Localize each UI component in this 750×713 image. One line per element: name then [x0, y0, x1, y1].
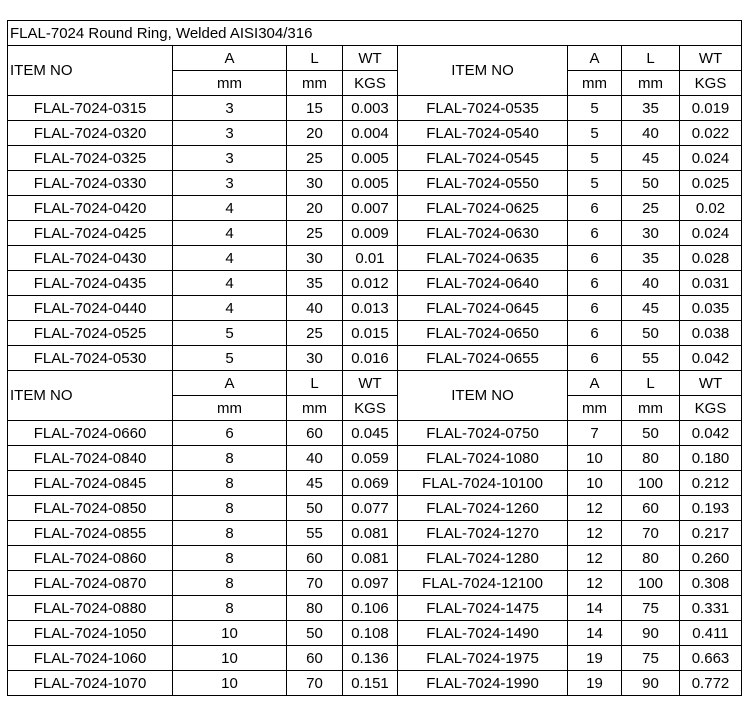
- table-row: [8, 246, 742, 271]
- l-unit: mm: [622, 396, 680, 421]
- cell-wt: 0.02: [680, 196, 742, 221]
- item-no-header: ITEM NO: [8, 371, 173, 421]
- cell-wt: 0.01: [343, 246, 398, 271]
- cell-l: 60: [622, 496, 680, 521]
- cell-wt: 0.059: [343, 446, 398, 471]
- cell-wt: 0.024: [680, 146, 742, 171]
- cell-wt: 0.151: [343, 671, 398, 696]
- cell-item: FLAL-7024-0435: [8, 271, 173, 296]
- cell-a: 10: [173, 671, 287, 696]
- cell-wt: 0.081: [343, 546, 398, 571]
- cell-wt: 0.005: [343, 171, 398, 196]
- cell-wt: 0.022: [680, 121, 742, 146]
- cell-a: 6: [568, 296, 622, 321]
- cell-l: 30: [287, 171, 343, 196]
- cell-wt: 0.005: [343, 146, 398, 171]
- cell-l: 45: [287, 471, 343, 496]
- cell-wt: 0.081: [343, 521, 398, 546]
- table-row: [8, 196, 742, 221]
- cell-item: FLAL-7024-12100: [398, 571, 568, 596]
- cell-l: 55: [622, 346, 680, 371]
- cell-item: FLAL-7024-0540: [398, 121, 568, 146]
- cell-a: 4: [173, 246, 287, 271]
- item-no-header: ITEM NO: [398, 371, 568, 421]
- cell-l: 30: [287, 346, 343, 371]
- table-row: [8, 346, 742, 371]
- cell-a: 8: [173, 471, 287, 496]
- cell-wt: 0.108: [343, 621, 398, 646]
- cell-wt: 0.260: [680, 546, 742, 571]
- cell-wt: 0.015: [343, 321, 398, 346]
- cell-l: 50: [287, 621, 343, 646]
- cell-a: 5: [568, 171, 622, 196]
- spec-table-body: [8, 21, 742, 696]
- cell-a: 19: [568, 671, 622, 696]
- cell-a: 8: [173, 521, 287, 546]
- cell-item: FLAL-7024-0530: [8, 346, 173, 371]
- cell-wt: 0.024: [680, 221, 742, 246]
- cell-a: 8: [173, 571, 287, 596]
- table-row: [8, 521, 742, 546]
- cell-l: 75: [622, 646, 680, 671]
- cell-a: 3: [173, 121, 287, 146]
- cell-item: FLAL-7024-1490: [398, 621, 568, 646]
- wt-header: WT: [343, 46, 398, 71]
- wt-unit: KGS: [680, 71, 742, 96]
- title-row: [8, 21, 742, 46]
- table-row: [8, 546, 742, 571]
- table-row: [8, 621, 742, 646]
- cell-a: 6: [173, 421, 287, 446]
- cell-item: FLAL-7024-0525: [8, 321, 173, 346]
- cell-l: 70: [287, 571, 343, 596]
- l-header: L: [287, 371, 343, 396]
- cell-l: 50: [622, 321, 680, 346]
- cell-wt: 0.045: [343, 421, 398, 446]
- a-unit: mm: [568, 396, 622, 421]
- cell-l: 70: [622, 521, 680, 546]
- table-row: [8, 146, 742, 171]
- cell-wt: 0.007: [343, 196, 398, 221]
- cell-item: FLAL-7024-0870: [8, 571, 173, 596]
- cell-wt: 0.003: [343, 96, 398, 121]
- cell-wt: 0.042: [680, 346, 742, 371]
- cell-item: FLAL-7024-0330: [8, 171, 173, 196]
- cell-a: 6: [568, 271, 622, 296]
- cell-item: FLAL-7024-0840: [8, 446, 173, 471]
- cell-l: 40: [287, 446, 343, 471]
- cell-wt: 0.077: [343, 496, 398, 521]
- cell-l: 75: [622, 596, 680, 621]
- cell-a: 8: [173, 596, 287, 621]
- cell-wt: 0.012: [343, 271, 398, 296]
- cell-a: 12: [568, 546, 622, 571]
- cell-item: FLAL-7024-0850: [8, 496, 173, 521]
- item-no-header: ITEM NO: [8, 46, 173, 96]
- cell-a: 8: [173, 446, 287, 471]
- cell-item: FLAL-7024-0430: [8, 246, 173, 271]
- cell-item: FLAL-7024-0750: [398, 421, 568, 446]
- table-row: [8, 271, 742, 296]
- cell-a: 8: [173, 496, 287, 521]
- a-unit: mm: [173, 71, 287, 96]
- cell-item: FLAL-7024-0550: [398, 171, 568, 196]
- wt-unit: KGS: [680, 396, 742, 421]
- cell-a: 10: [568, 446, 622, 471]
- table-row: [8, 171, 742, 196]
- cell-l: 50: [622, 171, 680, 196]
- a-header: A: [568, 371, 622, 396]
- cell-a: 6: [568, 221, 622, 246]
- cell-l: 45: [622, 296, 680, 321]
- cell-a: 6: [568, 321, 622, 346]
- cell-item: FLAL-7024-0315: [8, 96, 173, 121]
- wt-header: WT: [343, 371, 398, 396]
- table-row: [8, 321, 742, 346]
- spec-sheet: [7, 20, 742, 696]
- a-header: A: [173, 46, 287, 71]
- cell-l: 60: [287, 546, 343, 571]
- cell-wt: 0.038: [680, 321, 742, 346]
- cell-item: FLAL-7024-0420: [8, 196, 173, 221]
- cell-a: 5: [173, 321, 287, 346]
- table-row: [8, 671, 742, 696]
- cell-l: 30: [622, 221, 680, 246]
- cell-wt: 0.217: [680, 521, 742, 546]
- cell-l: 30: [287, 246, 343, 271]
- cell-item: FLAL-7024-0640: [398, 271, 568, 296]
- cell-a: 5: [568, 96, 622, 121]
- cell-item: FLAL-7024-0625: [398, 196, 568, 221]
- cell-item: FLAL-7024-1270: [398, 521, 568, 546]
- cell-l: 35: [622, 96, 680, 121]
- cell-a: 3: [173, 171, 287, 196]
- wt-unit: KGS: [343, 396, 398, 421]
- l-unit: mm: [287, 71, 343, 96]
- cell-wt: 0.136: [343, 646, 398, 671]
- cell-item: FLAL-7024-1475: [398, 596, 568, 621]
- cell-wt: 0.004: [343, 121, 398, 146]
- cell-item: FLAL-7024-0425: [8, 221, 173, 246]
- cell-wt: 0.009: [343, 221, 398, 246]
- cell-item: FLAL-7024-0880: [8, 596, 173, 621]
- cell-item: FLAL-7024-0545: [398, 146, 568, 171]
- cell-a: 7: [568, 421, 622, 446]
- cell-a: 3: [173, 146, 287, 171]
- cell-l: 70: [287, 671, 343, 696]
- cell-l: 50: [622, 421, 680, 446]
- cell-a: 6: [568, 246, 622, 271]
- table-row: [8, 296, 742, 321]
- cell-l: 60: [287, 646, 343, 671]
- cell-wt: 0.016: [343, 346, 398, 371]
- cell-l: 15: [287, 96, 343, 121]
- cell-item: FLAL-7024-1990: [398, 671, 568, 696]
- cell-a: 5: [173, 346, 287, 371]
- cell-l: 90: [622, 671, 680, 696]
- a-header: A: [568, 46, 622, 71]
- cell-a: 5: [568, 146, 622, 171]
- cell-l: 40: [622, 271, 680, 296]
- cell-a: 10: [568, 471, 622, 496]
- cell-item: FLAL-7024-0855: [8, 521, 173, 546]
- table-row: [8, 571, 742, 596]
- cell-item: FLAL-7024-1050: [8, 621, 173, 646]
- a-unit: mm: [173, 396, 287, 421]
- table-row: [8, 446, 742, 471]
- cell-a: 19: [568, 646, 622, 671]
- item-no-header: ITEM NO: [398, 46, 568, 96]
- cell-item: FLAL-7024-0845: [8, 471, 173, 496]
- table-row: [8, 96, 742, 121]
- header-row: [8, 371, 742, 396]
- cell-a: 12: [568, 521, 622, 546]
- cell-a: 6: [568, 196, 622, 221]
- cell-wt: 0.106: [343, 596, 398, 621]
- cell-wt: 0.069: [343, 471, 398, 496]
- cell-l: 45: [622, 146, 680, 171]
- cell-l: 50: [287, 496, 343, 521]
- cell-a: 10: [173, 646, 287, 671]
- cell-wt: 0.035: [680, 296, 742, 321]
- cell-wt: 0.031: [680, 271, 742, 296]
- cell-wt: 0.028: [680, 246, 742, 271]
- cell-item: FLAL-7024-0440: [8, 296, 173, 321]
- l-header: L: [287, 46, 343, 71]
- cell-item: FLAL-7024-0630: [398, 221, 568, 246]
- cell-l: 40: [287, 296, 343, 321]
- cell-a: 4: [173, 196, 287, 221]
- header-row: [8, 46, 742, 71]
- cell-item: FLAL-7024-0660: [8, 421, 173, 446]
- l-unit: mm: [622, 71, 680, 96]
- cell-a: 14: [568, 621, 622, 646]
- table-row: [8, 596, 742, 621]
- spec-table: [7, 20, 742, 696]
- cell-item: FLAL-7024-0655: [398, 346, 568, 371]
- cell-wt: 0.025: [680, 171, 742, 196]
- cell-l: 25: [287, 321, 343, 346]
- cell-wt: 0.013: [343, 296, 398, 321]
- cell-wt: 0.411: [680, 621, 742, 646]
- cell-item: FLAL-7024-0645: [398, 296, 568, 321]
- cell-a: 4: [173, 221, 287, 246]
- cell-a: 10: [173, 621, 287, 646]
- a-unit: mm: [568, 71, 622, 96]
- table-title: FLAL-7024 Round Ring, Welded AISI304/316: [8, 21, 742, 46]
- cell-l: 35: [287, 271, 343, 296]
- cell-item: FLAL-7024-0535: [398, 96, 568, 121]
- cell-a: 4: [173, 296, 287, 321]
- cell-item: FLAL-7024-1280: [398, 546, 568, 571]
- cell-l: 25: [287, 221, 343, 246]
- cell-item: FLAL-7024-1060: [8, 646, 173, 671]
- table-row: [8, 421, 742, 446]
- wt-unit: KGS: [343, 71, 398, 96]
- l-unit: mm: [287, 396, 343, 421]
- table-row: [8, 221, 742, 246]
- cell-wt: 0.212: [680, 471, 742, 496]
- cell-l: 25: [622, 196, 680, 221]
- cell-item: FLAL-7024-1260: [398, 496, 568, 521]
- cell-wt: 0.097: [343, 571, 398, 596]
- cell-a: 12: [568, 496, 622, 521]
- cell-item: FLAL-7024-1080: [398, 446, 568, 471]
- cell-wt: 0.042: [680, 421, 742, 446]
- cell-item: FLAL-7024-0635: [398, 246, 568, 271]
- cell-wt: 0.180: [680, 446, 742, 471]
- table-row: [8, 121, 742, 146]
- table-row: [8, 471, 742, 496]
- cell-l: 60: [287, 421, 343, 446]
- cell-a: 5: [568, 121, 622, 146]
- cell-item: FLAL-7024-0860: [8, 546, 173, 571]
- l-header: L: [622, 371, 680, 396]
- table-row: [8, 646, 742, 671]
- table-row: [8, 496, 742, 521]
- l-header: L: [622, 46, 680, 71]
- cell-a: 6: [568, 346, 622, 371]
- cell-item: FLAL-7024-0325: [8, 146, 173, 171]
- cell-a: 12: [568, 571, 622, 596]
- cell-wt: 0.019: [680, 96, 742, 121]
- cell-l: 35: [622, 246, 680, 271]
- cell-wt: 0.193: [680, 496, 742, 521]
- wt-header: WT: [680, 46, 742, 71]
- cell-a: 4: [173, 271, 287, 296]
- cell-wt: 0.772: [680, 671, 742, 696]
- cell-l: 20: [287, 196, 343, 221]
- cell-a: 3: [173, 96, 287, 121]
- cell-item: FLAL-7024-0650: [398, 321, 568, 346]
- cell-item: FLAL-7024-1070: [8, 671, 173, 696]
- cell-a: 8: [173, 546, 287, 571]
- cell-l: 100: [622, 471, 680, 496]
- cell-l: 55: [287, 521, 343, 546]
- cell-item: FLAL-7024-10100: [398, 471, 568, 496]
- cell-wt: 0.308: [680, 571, 742, 596]
- a-header: A: [173, 371, 287, 396]
- cell-l: 80: [622, 446, 680, 471]
- cell-item: FLAL-7024-1975: [398, 646, 568, 671]
- cell-l: 25: [287, 146, 343, 171]
- cell-l: 80: [622, 546, 680, 571]
- cell-l: 80: [287, 596, 343, 621]
- cell-wt: 0.331: [680, 596, 742, 621]
- cell-l: 20: [287, 121, 343, 146]
- wt-header: WT: [680, 371, 742, 396]
- cell-l: 90: [622, 621, 680, 646]
- cell-item: FLAL-7024-0320: [8, 121, 173, 146]
- cell-l: 40: [622, 121, 680, 146]
- cell-l: 100: [622, 571, 680, 596]
- cell-wt: 0.663: [680, 646, 742, 671]
- cell-a: 14: [568, 596, 622, 621]
